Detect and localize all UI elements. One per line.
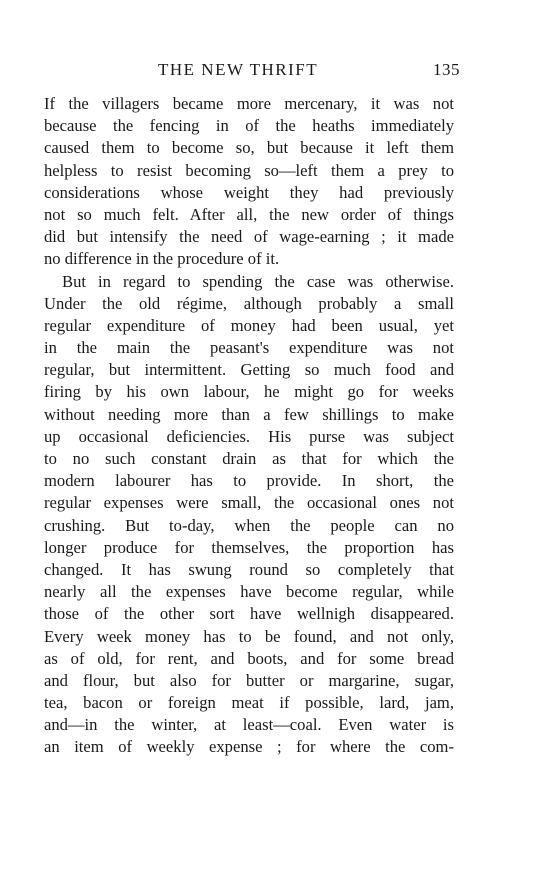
text-line: considerations whose weight they had previously [44,182,454,202]
text-line: to no such constant drain as that for which the [44,449,454,468]
text-line: not so much felt. After all, the new order of things [44,204,454,224]
paragraph-2 [44,271,454,759]
page-number: 135 [433,60,460,79]
text-line: and—in the winter, at least—coal. Even water is [44,715,454,735]
text-line: an item of weekly expense ; for where the com- [44,737,454,757]
text-line: regular expenses were small, the occasional ones not [44,493,454,513]
text-line: caused them to become so, but because it left them [44,138,454,158]
running-title: THE NEW THRIFT [158,60,319,79]
text-line: regular, but intermittent. Getting so much food and [44,360,454,380]
paragraph-1 [44,93,454,271]
text-line: Every week money has to be found, and not only, [44,626,454,646]
text-line: tea, bacon or foreign meat if possible, lard, jam, [44,693,454,713]
text-line: because the fencing in of the heaths immediately [44,116,454,136]
text-line: But in regard to spending the case was otherwise. [62,271,454,291]
text-line: no difference in the procedure of it. [44,249,280,269]
text-line: helpless to resist becoming so—left them a prey to [44,160,454,180]
text-line: firing by his own labour, he might go for weeks [44,382,454,402]
text-line: did but intensify the need of wage-earning ; it made [44,227,454,247]
text-line: regular expenditure of money had been usual, yet [44,315,454,335]
text-line: without needing more than a few shillings to make [44,404,454,424]
text-line: those of the other sort have wellnigh disappeared. [44,604,454,624]
text-line: longer produce for themselves, the proportion has [44,537,454,557]
text-line: up occasional deficiencies. His purse was subject [44,426,454,446]
text-line: If the villagers became more mercenary, it was not [44,94,454,113]
text-line: in the main the peasant's expenditure was not [44,338,454,358]
running-head [40,60,460,84]
text-line: crushing. But to-day, when the people can no [44,515,454,535]
text-line: and flour, but also for butter or margarine, sugar, [44,670,454,690]
body-text [44,93,454,759]
text-line: changed. It has swung round so completely that [44,559,454,579]
text-line: modern labourer has to provide. In short, the [44,471,454,491]
text-line: as of old, for rent, and boots, and for some bread [44,648,454,668]
text-line: Under the old régime, although probably a small [44,293,454,313]
text-line: nearly all the expenses have become regular, while [44,582,454,602]
